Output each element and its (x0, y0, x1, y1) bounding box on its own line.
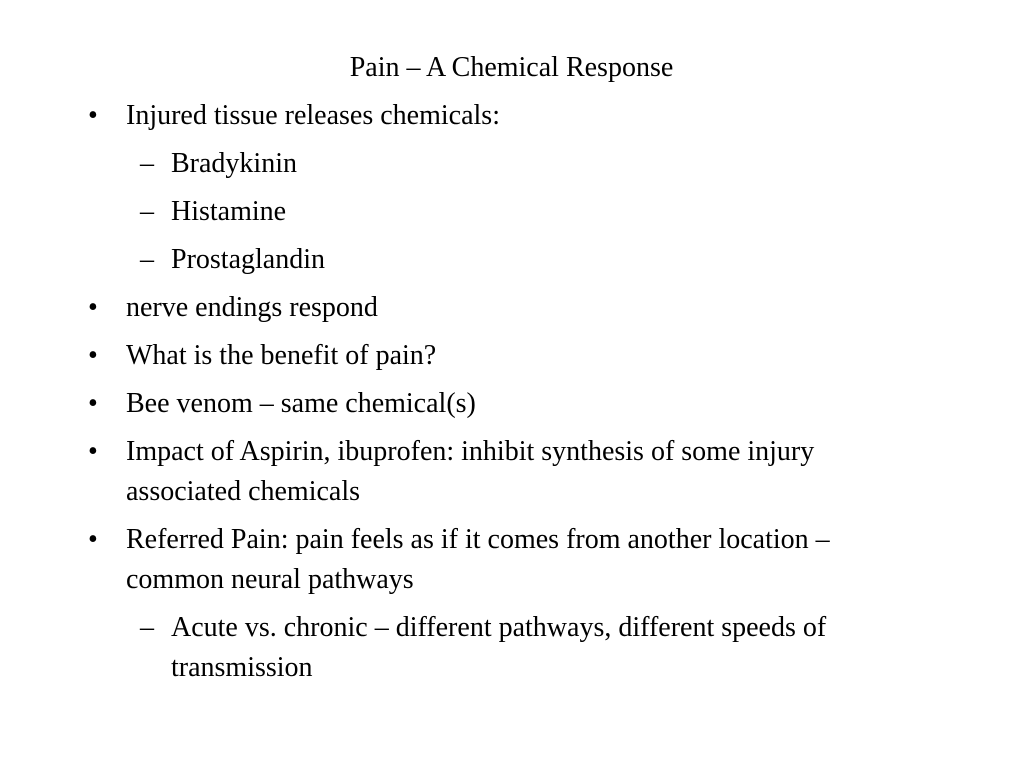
bullet-item (0, 520, 1023, 600)
sub-bullet-item (0, 608, 1023, 688)
bullet-text: Injured tissue releases chemicals: (126, 100, 500, 131)
bullet-list (0, 96, 1023, 688)
bullet-item (0, 336, 1023, 376)
bullet-text: Bee venom – same chemical(s) (126, 388, 476, 419)
sub-bullet-text: Prostaglandin (171, 244, 325, 275)
bullet-text: Referred Pain: pain feels as if it comes from another location – common neural pathways (126, 524, 830, 595)
bullet-text: nerve endings respond (126, 292, 378, 323)
bullet-marker: • (88, 100, 98, 131)
bullet-marker: • (88, 436, 98, 467)
sub-bullet-item (0, 144, 1023, 184)
bullet-text: What is the benefit of pain? (126, 340, 437, 371)
dash-marker: – (140, 612, 154, 643)
bullet-marker: • (88, 292, 98, 323)
bullet-item (0, 96, 1023, 136)
bullet-item (0, 432, 1023, 512)
sub-bullet-item (0, 240, 1023, 280)
sub-bullet-text: Histamine (171, 196, 287, 227)
dash-marker: – (140, 244, 154, 275)
bullet-marker: • (88, 388, 98, 419)
sub-bullet-item (0, 192, 1023, 232)
bullet-text: Impact of Aspirin, ibuprofen: inhibit synthesis of some injury associated chemicals (126, 436, 815, 507)
slide-title: Pain – A Chemical Response (349, 52, 674, 83)
dash-marker: – (140, 196, 154, 227)
bullet-item (0, 384, 1023, 424)
sub-bullet-text: Acute vs. chronic – different pathways, different speeds of transmission (171, 612, 827, 683)
bullet-marker: • (88, 524, 98, 555)
bullet-marker: • (88, 340, 98, 371)
dash-marker: – (140, 148, 154, 179)
bullet-item (0, 288, 1023, 328)
sub-bullet-text: Bradykinin (171, 148, 297, 179)
